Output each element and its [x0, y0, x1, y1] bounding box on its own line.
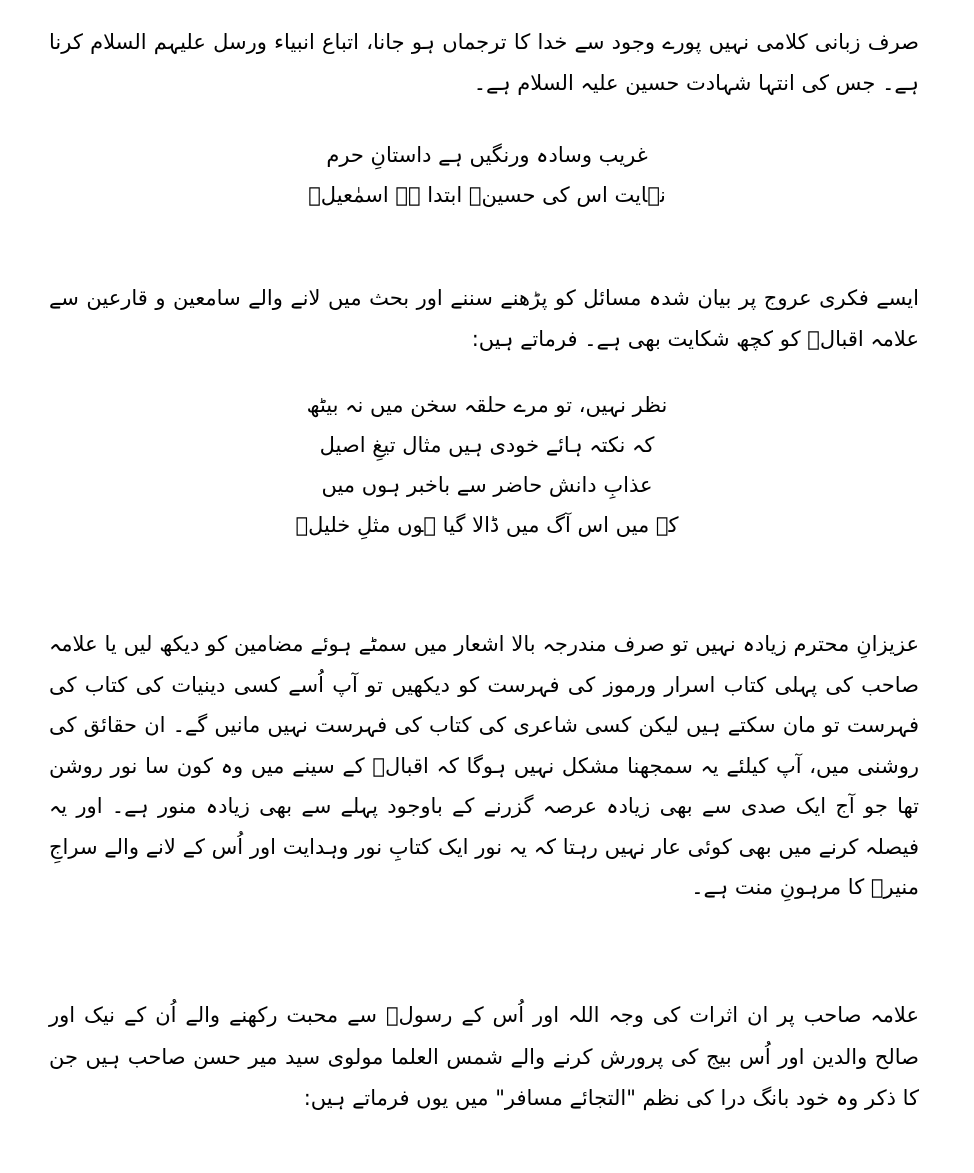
verse-couplet-haram [0, 135, 974, 215]
verse-line: نہایت اس کی حسینؑ ابتدا ہے اسمٰعیلؑ [308, 183, 666, 207]
paragraph-complaint: ایسے فکری عروج پر بیان شدہ مسائل کو پڑھنے سننے اور بحث میں لانے والے سامعین و قارعین سے علامہ اقبالؒ کو کچھ شکایت بھی ہے۔ فرماتے ہیں: [49, 286, 919, 351]
verse-line: عذابِ دانش حاضر سے باخبر ہوں میں [321, 473, 653, 497]
verse-line: غریب وسادہ ورنگیں ہے داستانِ حرم [326, 143, 648, 167]
verse-stanza-khudi [0, 385, 974, 545]
verse-line: کہ نکتہ ہائے خودی ہیں مثال تیغِ اصیل [319, 433, 655, 457]
paragraph-asrar-o-rumuz: عزیزانِ محترم زیادہ نہیں تو صرف مندرجہ بالا اشعار میں سمٹے ہوئے مضامین کو دیکھ لیں یا علامہ صاحب کی پہلی کتاب اسرار ورموز کی فہرست کو دیکھیں تو آپ اُسے کسی دینیات کی کتاب کی فہرست تو مان سکتے ہیں لیکن کسی شاعری کی کتاب کی فہرست نہیں مانیں گے۔ ان حقائق کی روشنی میں، آپ کیلئے یہ سمجھنا مشکل نہیں ہوگا کہ اقبالؒ کے سینے میں وہ کون سا نور روشن تھا جو آج ایک صدی سے بھی زیادہ عرصہ گزرنے کے باوجود پہلے سے بھی زیادہ منور ہے۔ اور یہ فیصلہ کرنے میں بھی کوئی عار نہیں رہتا کہ یہ نور ایک کتابِ نور وہدایت اور اُس کے لانے والے سراجِ منیرؐ کا مرہونِ منت ہے۔ [49, 632, 919, 899]
verse-line: نظر نہیں، تو مرے حلقہ سخن میں نہ بیٹھ [306, 393, 668, 417]
paragraph-intro: صرف زبانی کلامی نہیں پورے وجود سے خدا کا ترجماں ہو جانا، اتباع انبیاء ورسل علیہم السلام کرنا ہے۔ جس کی انتہا شہادت حسین علیہ السلام ہے۔ [49, 30, 919, 95]
paragraph-influences: علامہ صاحب پر ان اثرات کی وجہ اللہ اور اُس کے رسولؐ سے محبت رکھنے والے اُن کے نیک اور صالح والدین اور اُس بیج کی پرورش کرنے والے شمس العلما مولوی سید میر حسن صاحب ہیں جن کا ذکر وہ خود بانگ درا کی نظم "التجائے مسافر" میں یوں فرماتے ہیں: [49, 1003, 919, 1110]
verse-line: کہ میں اس آگ میں ڈالا گیا ہوں مثلِ خلیلؑ [295, 513, 679, 537]
